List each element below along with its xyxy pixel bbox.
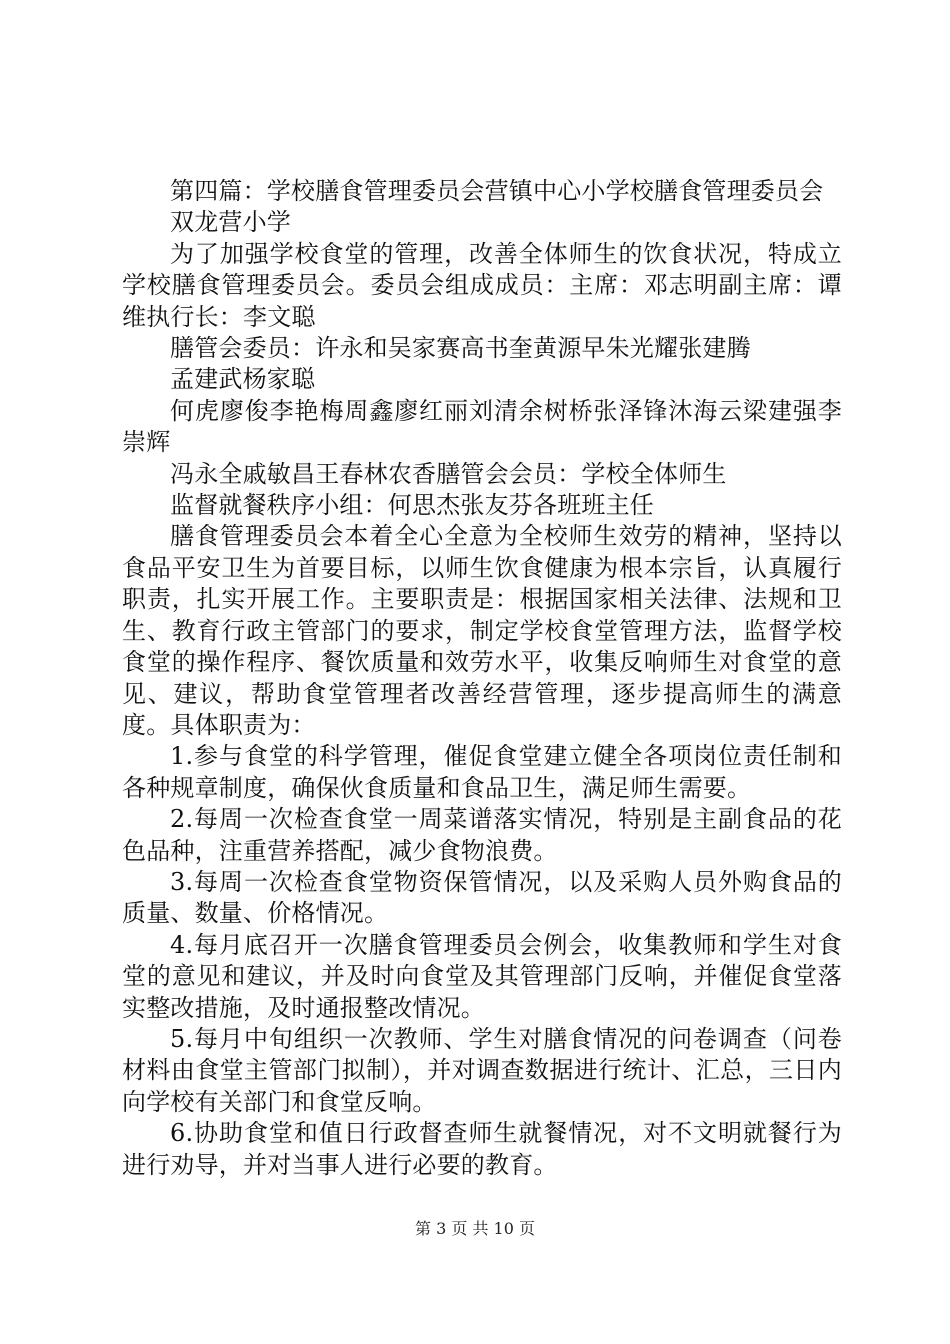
duty-item: 5.每月中旬组织一次教师、学生对膳食情况的问卷调查（问卷材料由食堂主管部门拟制），并对调查数据进行统计、汇总，三日内向学校有关部门和食堂反响。 xyxy=(122,1024,842,1116)
duty-item: 3.每周一次检查食堂物资保管情况，以及采购人员外购食品的质量、数量、价格情况。 xyxy=(122,867,842,928)
document-body xyxy=(122,176,842,1181)
school-name-paragraph: 双龙营小学 xyxy=(170,208,291,237)
duty-item: 6.协助食堂和值日行政督查师生就餐情况，对不文明就餐行为进行劝导，并对当事人进行必要的教育。 xyxy=(122,1119,842,1179)
duty-item: 1.参与食堂的科学管理，催促食堂建立健全各项岗位责任制和各种规章制度，确保伙食质量和食品卫生，满足师生需要。 xyxy=(122,742,842,802)
intro-paragraph: 为了加强学校食堂的管理，改善全体师生的饮食状况，特成立学校膳食管理委员会。委员会组成成员：主席：邓志明副主席：谭维执行长：李文聪 xyxy=(122,239,842,331)
duty-item: 4.每月底召开一次膳食管理委员会例会，收集教师和学生对食堂的意见和建议，并及时向食堂及其管理部门反响，并催促食堂落实整改措施，及时通报整改情况。 xyxy=(122,930,842,1022)
committee-members-paragraph: 孟建武杨家聪 xyxy=(170,365,316,394)
page-number-footer: 第 3 页 共 10 页 xyxy=(415,1219,535,1238)
heading-paragraph: 第四篇：学校膳食管理委员会营镇中心小学校膳食管理委员会 xyxy=(170,177,824,205)
committee-members-paragraph: 冯永全戚敏昌王春林农香膳管会会员：学校全体师生 xyxy=(170,459,727,488)
committee-members-paragraph: 膳管会委员：许永和吴家赛高书奎黄源早朱光耀张建腾 xyxy=(170,334,751,363)
responsibilities-paragraph: 膳食管理委员会本着全心全意为全校师生效劳的精神，坚持以食品平安卫生为首要目标，以师生饮食健康为根本宗旨，认真履行职责，扎实开展工作。主要职责是：根据国家相关法律、法规和卫生、教育行政主管部门的要求，制定学校食堂管理方法，监督学校食堂的操作程序、餐饮质量和效劳水平，收集反响师生对食堂的意见、建议，帮助食堂管理者改善经营管理，逐步提高师生的满意度。具体职责为： xyxy=(122,522,842,739)
committee-members-paragraph: 何虎廖俊李艳梅周鑫廖红丽刘清余树桥张泽锋沐海云梁建强李崇辉 xyxy=(122,396,842,457)
supervision-group-paragraph: 监督就餐秩序小组：何思杰张友芬各班班主任 xyxy=(170,491,654,520)
duty-item: 2.每周一次检查食堂一周菜谱落实情况，特别是主副食品的花色品种，注重营养搭配，减少食物浪费。 xyxy=(122,805,842,865)
